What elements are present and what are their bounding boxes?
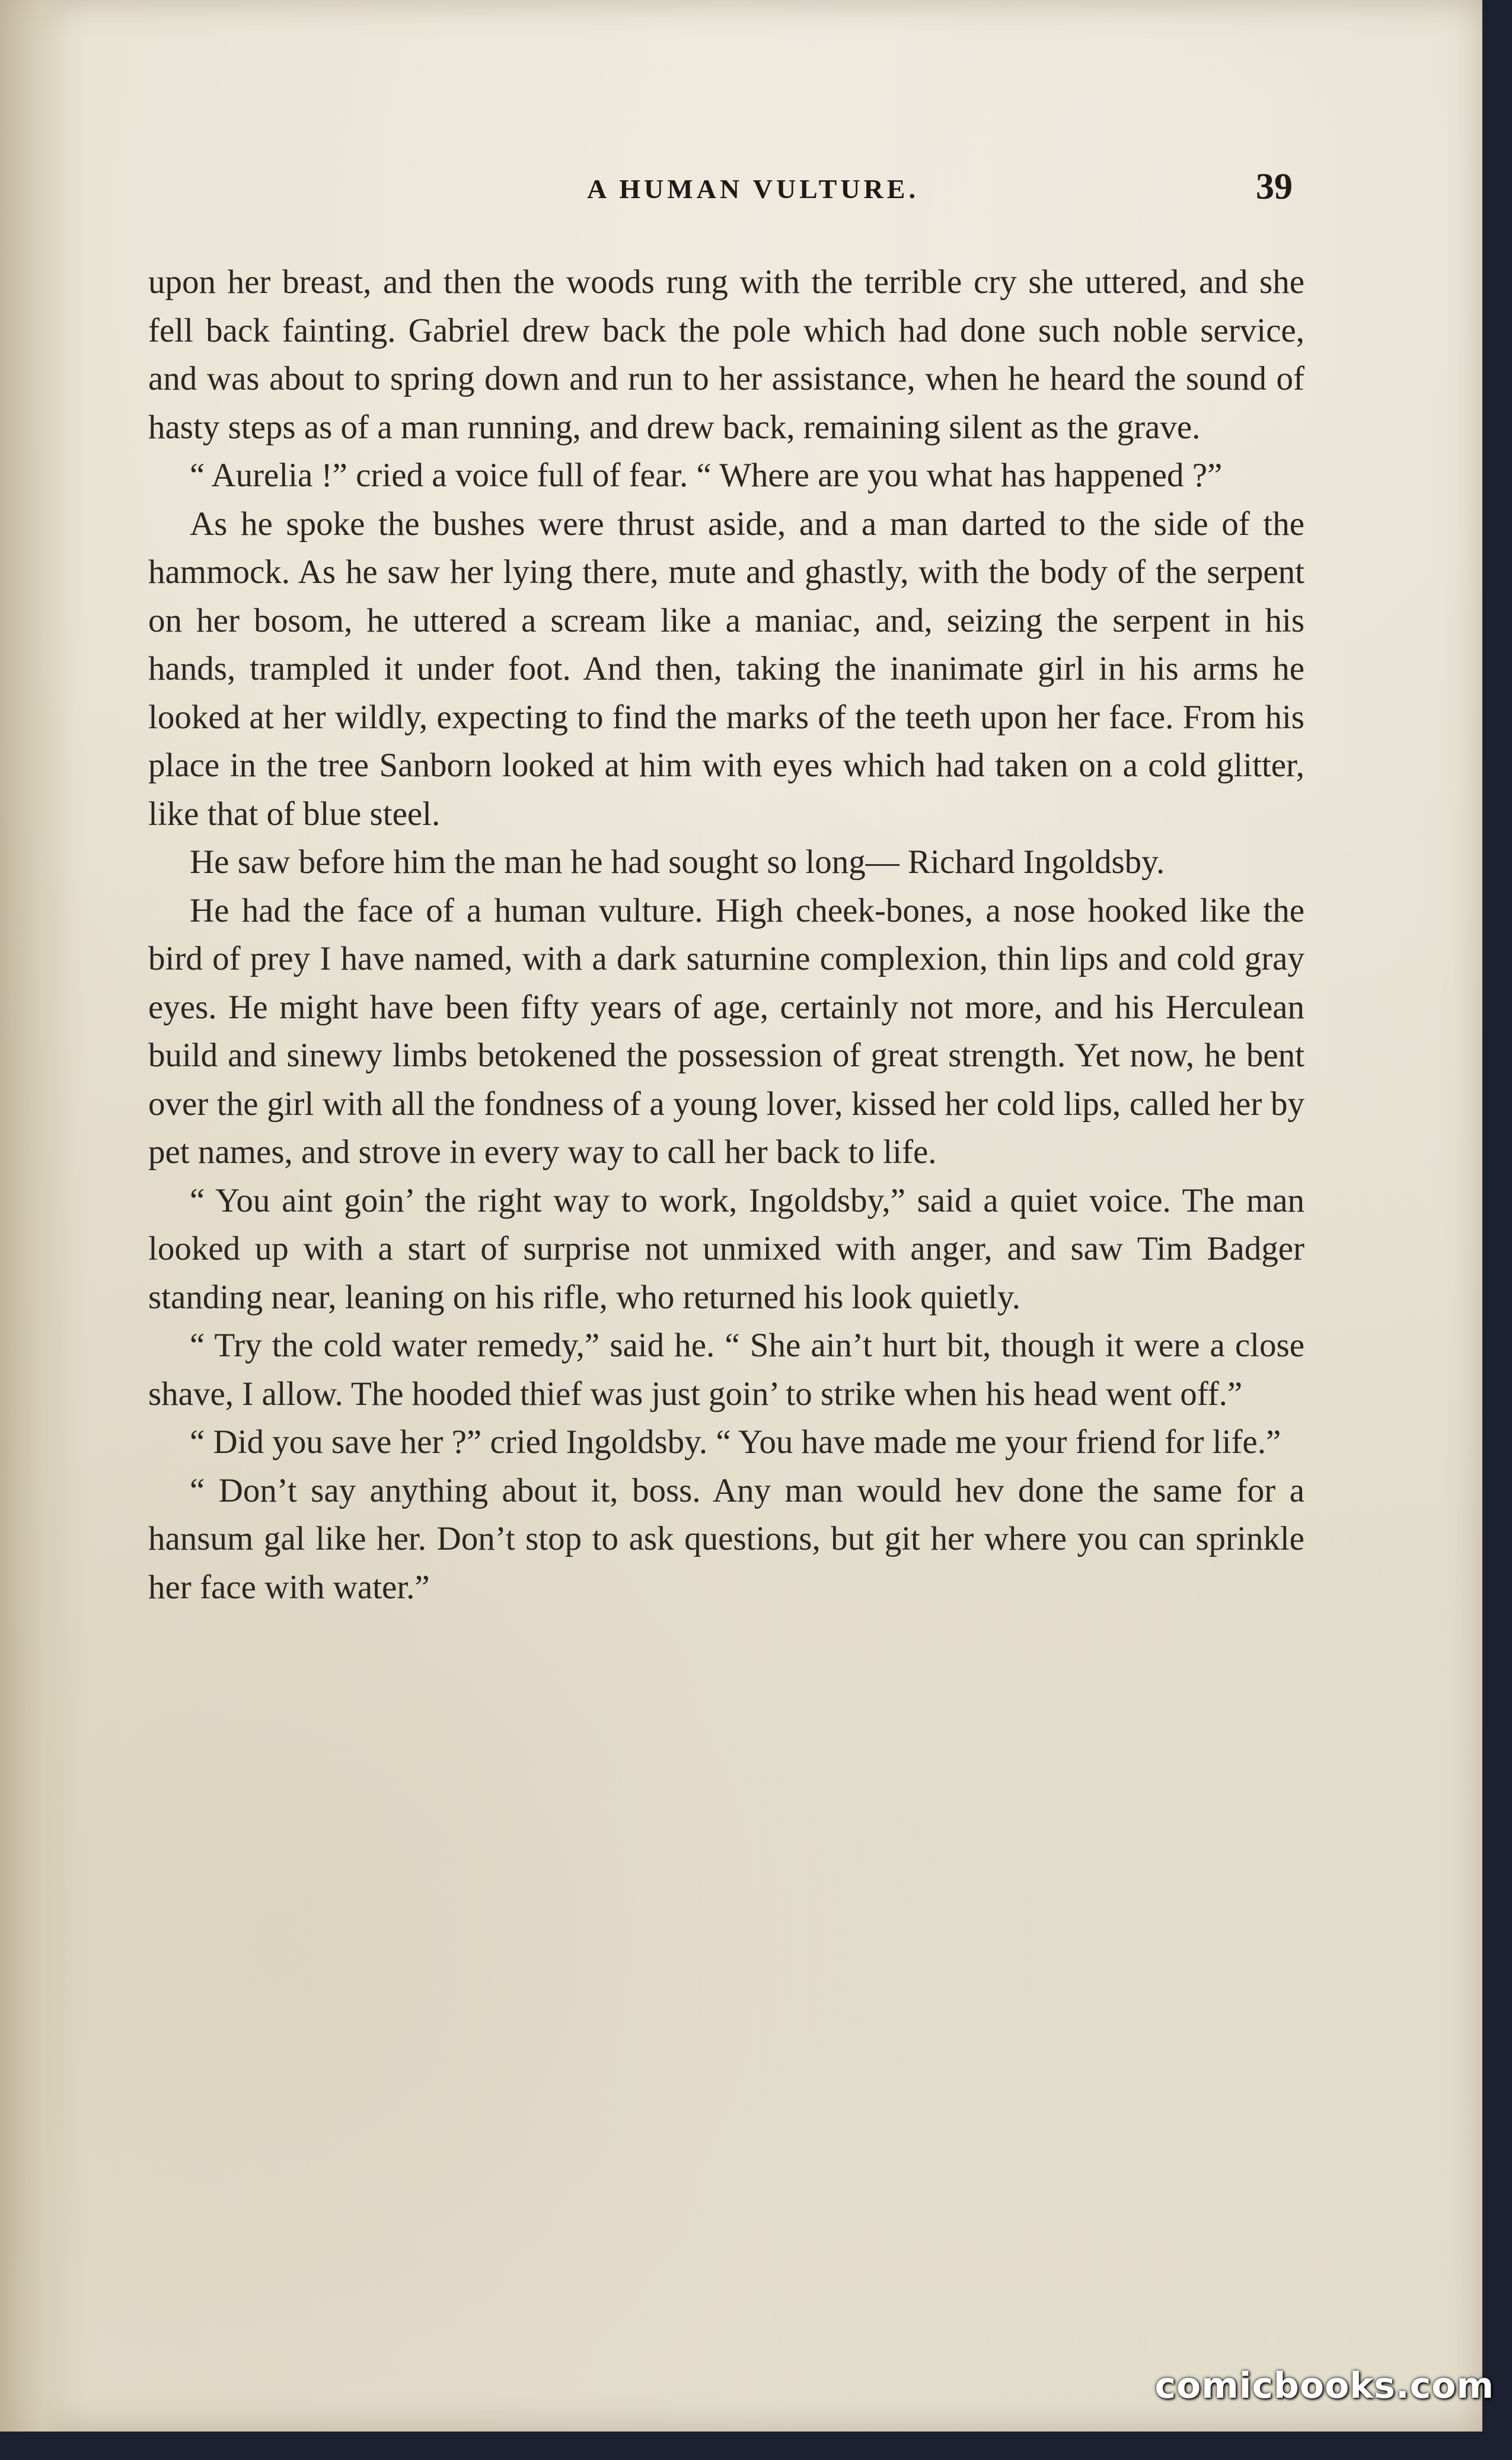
site-watermark: comicbooks.com — [1154, 2365, 1494, 2407]
paragraph-5: He had the face of a human vulture. High cheek-bones, a nose hooked like the bird of prey I have named, with a dark saturnine complexion, thin lips and cold gray eyes. He might have been fifty years of age, certainly not more, and his Herculean build and sinewy limbs betokened the possession of great strength. Yet now, he bent over the girl with all the fondness of a young lover, kissed her cold lips, called her by pet names, and strove in every way to call her back to life. — [148, 891, 1304, 1171]
paragraph-9: “ Don’t say anything about it, boss. Any man would hev done the same for a hansum gal like her. Don’t stop to ask questions, but git her where you can sprinkle her face with water.” — [148, 1471, 1304, 1606]
page-number: 39 — [1256, 167, 1293, 207]
paragraph-8: “ Did you save her ?” cried Ingoldsby. “ You have made me your friend for life.” — [190, 1423, 1281, 1461]
page-gutter-shadow — [0, 0, 71, 2432]
paragraph-1: upon her breast, and then the woods rung with the terrible cry she uttered, and she fell back fainting. Gabriel drew back the pole which had done such noble service, and was about to spring down and run to her assistance, when he heard the sound of hasty steps as of a man running, and drew back, remaining silent as the grave. — [148, 263, 1304, 446]
paragraph-2: “ Aurelia !” cried a voice full of fear. “ Where are you what has happened ?” — [190, 457, 1223, 494]
paragraph-4: He saw before him the man he had sought so long— Richard Ingoldsby. — [190, 843, 1165, 881]
page-header — [0, 167, 1482, 227]
paragraph-7: “ Try the cold water remedy,” said he. “ She ain’t hurt bit, though it were a close shave, I allow. The hooded thief was just goin’ to strike when his head went off.” — [148, 1327, 1304, 1413]
body-text — [148, 258, 1304, 1611]
paragraph-6: “ You aint goin’ the right way to work, Ingoldsby,” said a quiet voice. The man looked up with a start of surprise not unmixed with anger, and saw Tim Badger standing near, leaning on his rifle, who returned his look quietly. — [148, 1181, 1304, 1316]
running-title: A HUMAN VULTURE. — [587, 174, 919, 204]
paragraph-3: As he spoke the bushes were thrust aside, and a man darted to the side of the hammock. As he saw her lying there, mute and ghastly, with the body of the serpent on her bosom, he uttered a scream like a maniac, and, seizing the serpent in his hands, trampled it under foot. And then, taking the inanimate girl in his arms he looked at her wildly, expecting to find the marks of the teeth upon her face. From his place in the tree Sanborn looked at him with eyes which had taken on a cold glitter, like that of blue steel. — [148, 505, 1304, 833]
